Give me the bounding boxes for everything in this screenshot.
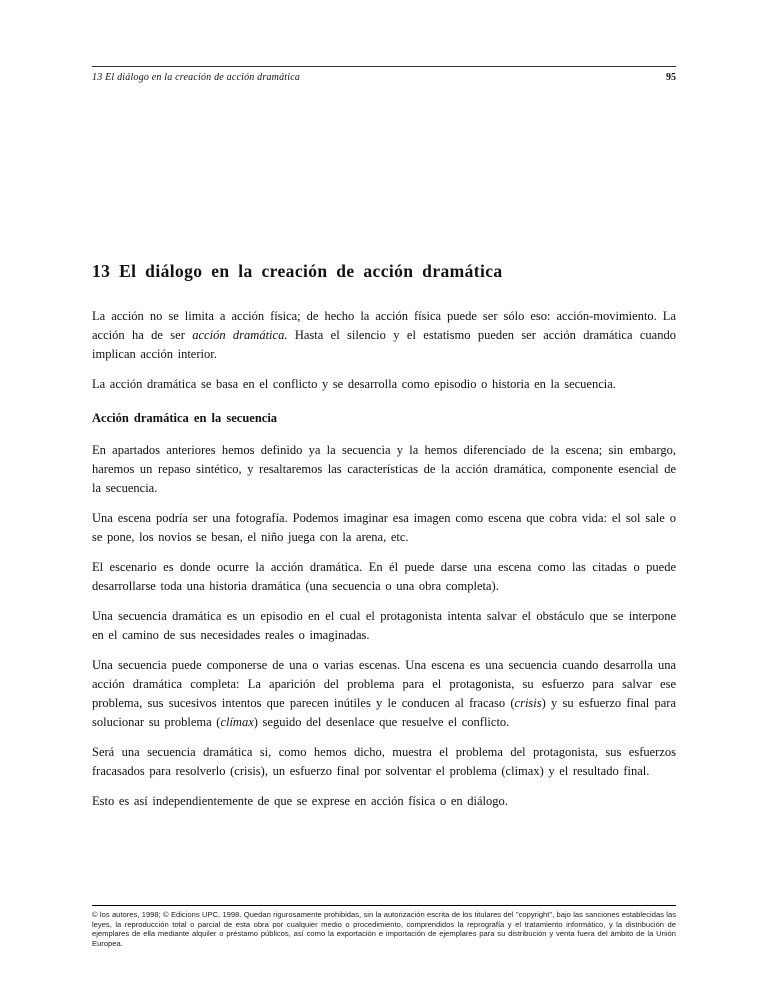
emphasized-text: clímax (220, 715, 254, 729)
page-footer (92, 905, 676, 948)
paragraph-text: ) seguido del desenlace que resuelve el conflicto. (253, 715, 510, 729)
paragraph (92, 792, 676, 811)
paragraph (92, 307, 676, 364)
paragraph-text: En apartados anteriores hemos definido ya la secuencia y la hemos diferenciado de la escena; sin embargo, haremos un repaso sintético, y resaltaremos las características de la acción dramática, componente esencial de la secuencia. (92, 443, 676, 495)
paragraph-text: El escenario es donde ocurre la acción dramática. En él puede darse una escena como las citadas o puede desarrollarse toda una historia dramática (una secuencia o una obra completa). (92, 560, 676, 593)
page-number: 95 (666, 72, 676, 83)
paragraph (92, 607, 676, 645)
paragraph-text: Hasta el silencio y el estatismo pueden ser acción dramática cuando implican acción interior. (92, 328, 676, 361)
copyright-notice: © los autores, 1998; © Edicions UPC, 1998. Quedan rigurosamente prohibidas, sin la autorización escrita de los titulares del "copyright", bajo las sanciones establecidas las leyes, la reproducción total o parcial de esta obra por cualquier medio o procedimiento, comprendidos la reprografía y el tratamiento informático, y la distribución de ejemplares de ella mediante alquiler o préstamo públicos, así como la exportación e importación de ejemplares para su distribución y venta fuera del ámbito de la Unión Europea. (92, 910, 676, 948)
page-content (92, 66, 676, 822)
paragraph-text: Una escena podría ser una fotografía. Podemos imaginar esa imagen como escena que cobra vida: el sol sale o se pone, los novios se besan, el niño juega con la arena, etc. (92, 511, 676, 544)
emphasized-text: crisis (514, 696, 542, 710)
emphasized-text: acción dramática. (192, 328, 288, 342)
paragraph-text: La acción no se limita a acción física; de hecho la acción física puede ser sólo eso: acción-movimiento. La acción ha de ser (92, 309, 676, 342)
body-text (92, 307, 676, 811)
paragraph-text: Una secuencia dramática es un episodio en el cual el protagonista intenta salvar el obstáculo que se interpone en el camino de sus necesidades reales o imaginadas. (92, 609, 676, 642)
chapter-title: 13 El diálogo en la creación de acción dramática (92, 261, 503, 281)
paragraph (92, 375, 676, 394)
paragraph (92, 743, 676, 781)
paragraph (92, 441, 676, 498)
paragraph-text: Una secuencia puede componerse de una o varias escenas. Una escena es una secuencia cuando desarrolla una acción dramática completa: La aparición del problema para el protagonista, su esfuerzo para salvar ese problema, sus sucesivos intentos que parecen inútiles y le conducen al fracaso ( (92, 658, 676, 710)
footer-rule (92, 905, 676, 906)
paragraph-text: ) y su esfuerzo final para solucionar su problema ( (92, 696, 676, 729)
paragraph-text: La acción dramática se basa en el conflicto y se desarrolla como episodio o historia en la secuencia. (92, 377, 616, 391)
paragraph (92, 558, 676, 596)
paragraph (92, 656, 676, 732)
section-heading: Acción dramática en la secuencia (92, 411, 278, 425)
paragraph-text: Será una secuencia dramática si, como hemos dicho, muestra el problema del protagonista, sus esfuerzos fracasados para resolverlo (crisis), un esfuerzo final por solventar el problema (climax) y el resultado final. (92, 745, 676, 778)
paragraph (92, 509, 676, 547)
running-header (92, 66, 676, 83)
paragraph-text: Esto es así independientemente de que se exprese en acción física o en diálogo. (92, 794, 508, 808)
running-header-title: 13 El diálogo en la creación de acción dramática (92, 72, 301, 83)
